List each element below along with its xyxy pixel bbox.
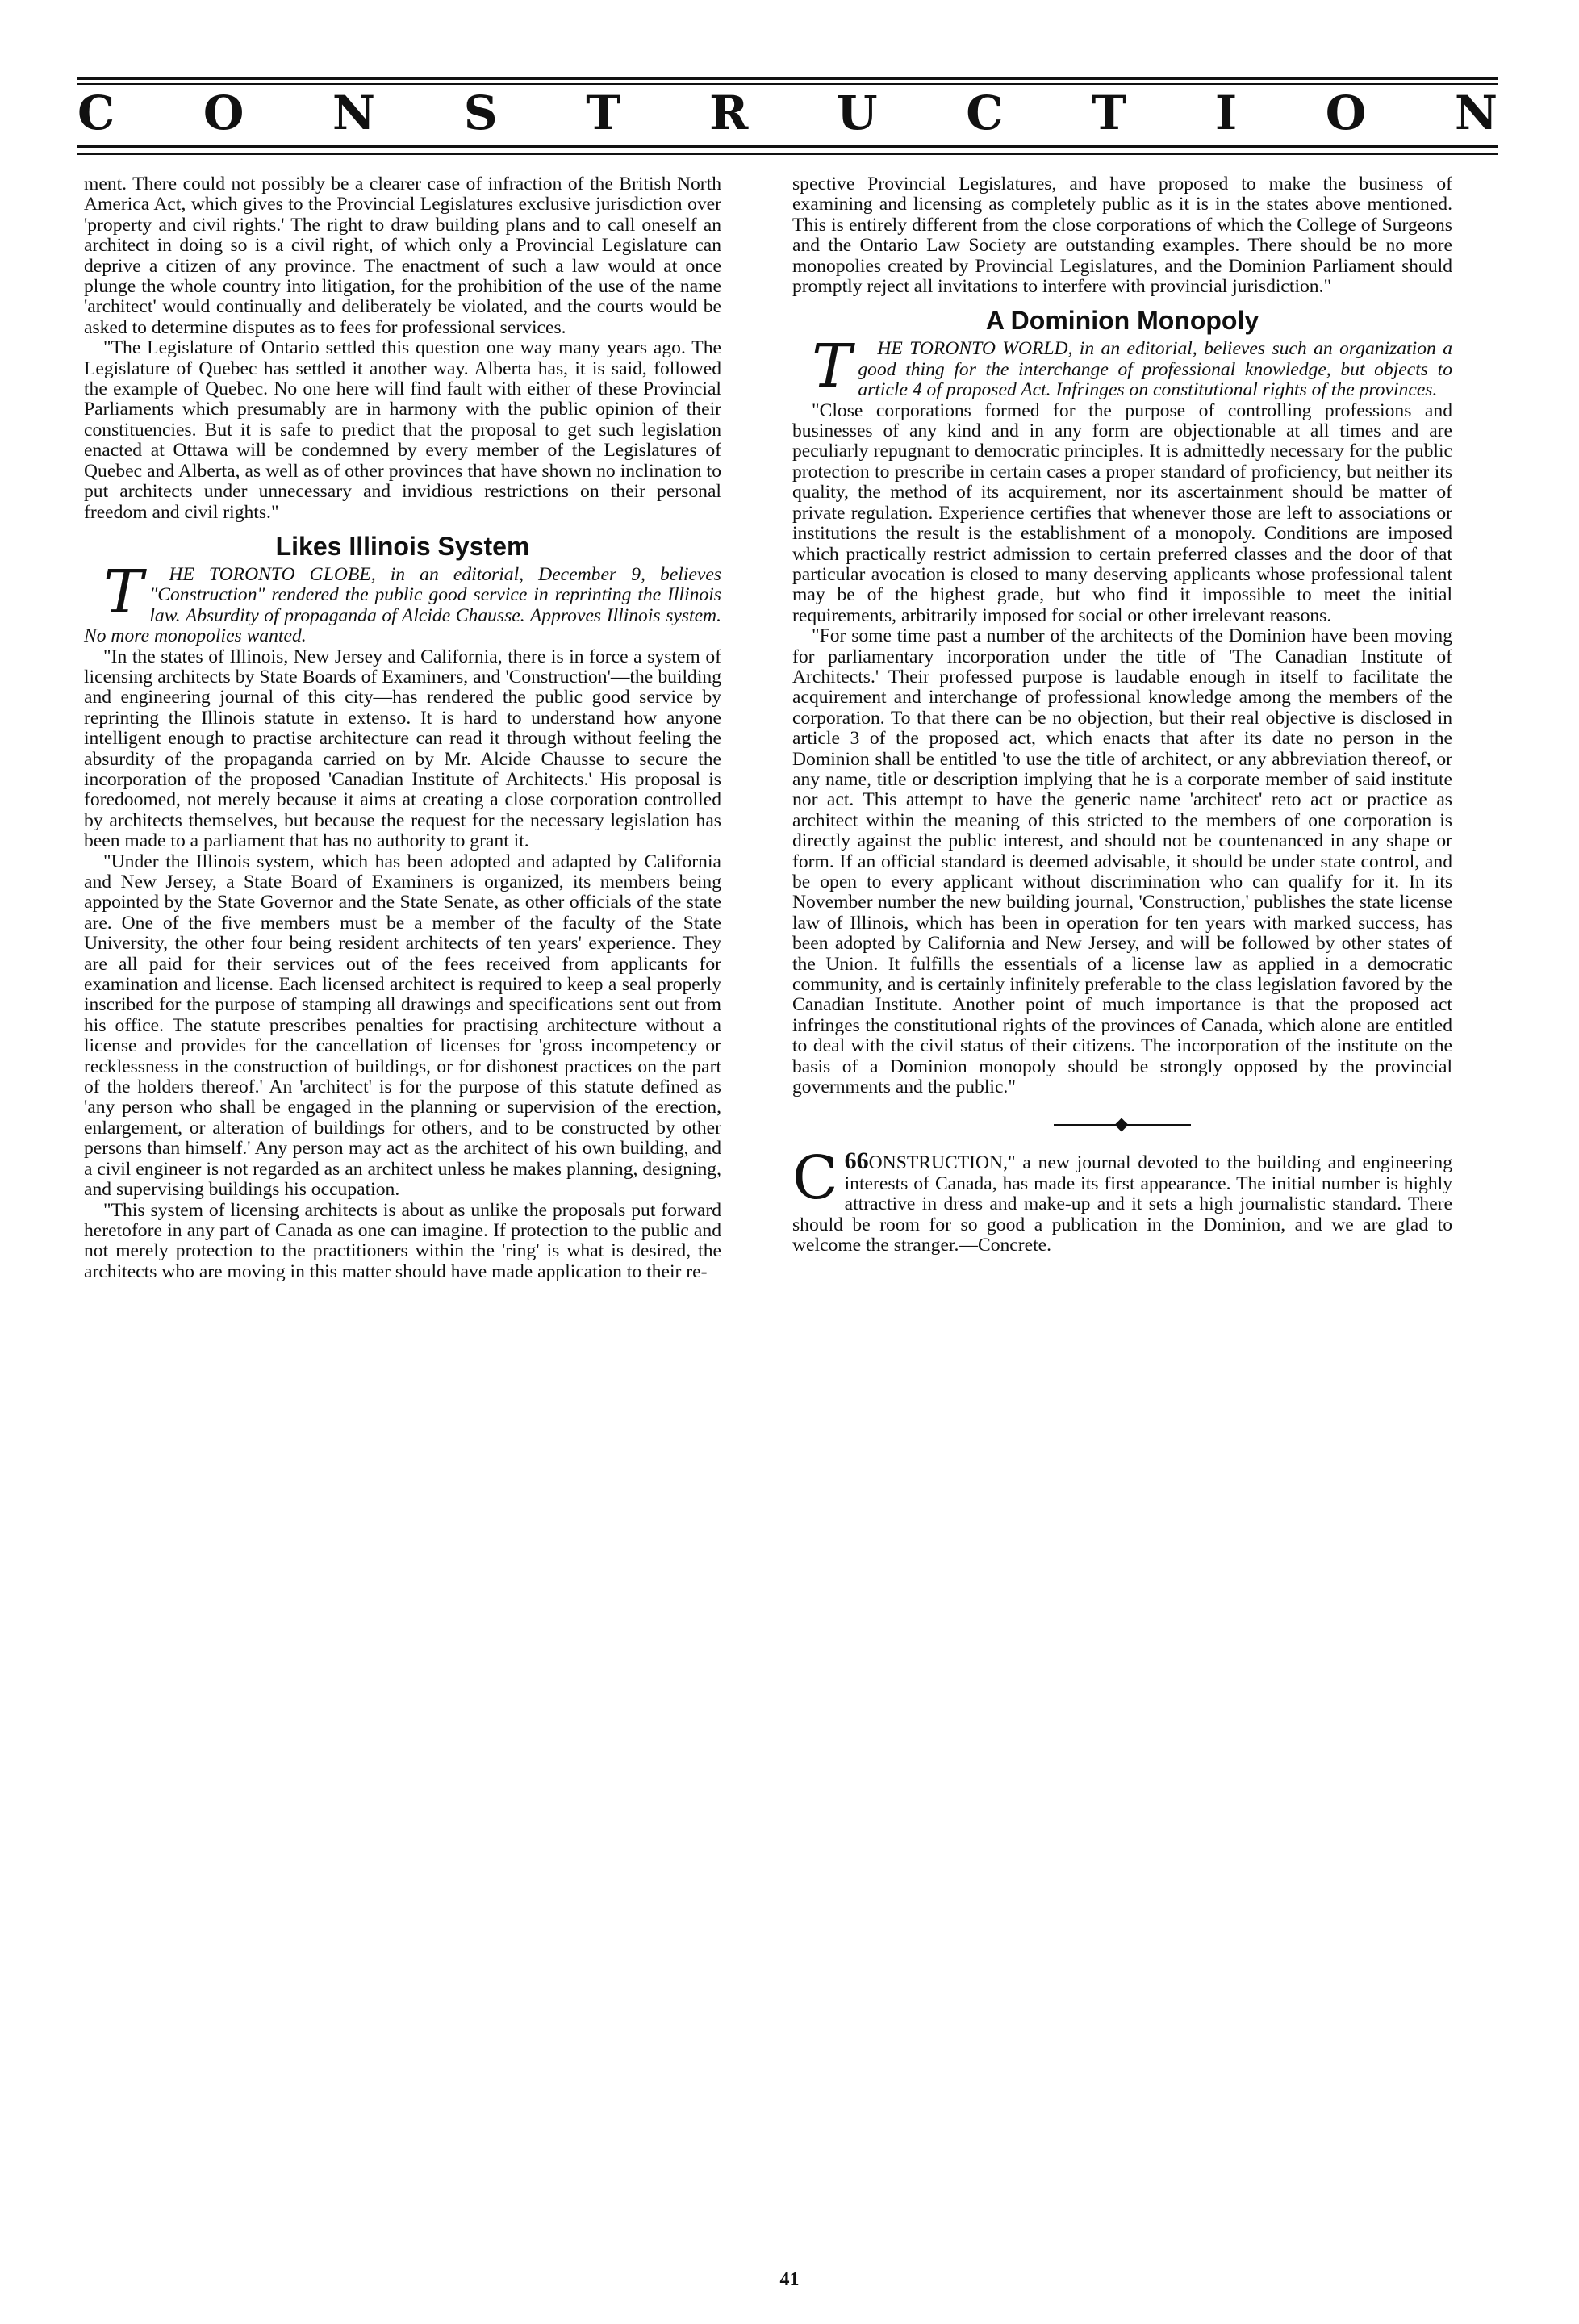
left-column	[84, 174, 721, 1282]
masthead-letter: R	[709, 86, 749, 140]
notice-text: ONSTRUCTION," a new journal devoted to the building and engineering interests of Canada, has made its first appearance. The initial number is highly attractive in dress and make-up and it sets a high journalistic standard. There should be room for so good a publication in the Dominion, and we are glad to welcome the stranger.—Concrete.	[792, 1152, 1452, 1256]
drop-cap: C	[792, 1143, 838, 1214]
masthead-rule-bottom-thin	[77, 153, 1498, 155]
body-paragraph: spective Provincial Legislatures, and have proposed to make the business of examining and licensing as completely public as it is in the states above mentioned. This is entirely different from the close corporations of which the College of Surgeons and the Ontario Law Society are outstanding examples. There should be no more monopolies created by Provincial Legislatures, and the Dominion Parliament should promptly reject all invitations to interfere with provincial jurisdiction."	[792, 173, 1452, 298]
deck-text: HE TORONTO GLOBE, in an editorial, December 9, believes "Construction" rendered the public good service in reprinting the Illinois law. Absurdity of propaganda of Alcide Chausse. Approves Illinois system. No more monopolies wanted.	[84, 563, 721, 647]
masthead-rule-bottom	[77, 145, 1498, 148]
body-paragraph: "This system of licensing architects is about as unlike the proposals put forward heretofore in any part of Canada as one can imagine. If protection to the public and not merely protection to the practitioners within the 'ring' is what is desired, the architects who are moving in this matter should have made application to their re-	[84, 1199, 721, 1282]
drop-cap: T	[812, 332, 852, 402]
masthead	[77, 77, 1498, 155]
masthead-title	[77, 87, 1498, 139]
masthead-letter: S	[463, 86, 498, 140]
masthead-rule-top-thin	[77, 83, 1498, 85]
ornament-divider	[1054, 1120, 1191, 1130]
masthead-letter: O	[203, 86, 244, 140]
body-paragraph: "The Legislature of Ontario settled this question one way many years ago. The Legislature of Quebec has settled it another way. Alberta has, it is said, followed the example of Quebec. No one here will find fault with either of these Provincial Parliaments which presumably are in harmony with the public opinion of their constituencies. But it is safe to predict that the proposal to get such legislation enacted at Ottawa will be condemned by every member of the Legislatures of Quebec and Alberta, as well as of other provinces that have shown no inclination to put architects under unnecessary and invidious restrictions on their personal freedom and civil rights."	[84, 337, 721, 523]
masthead-letter: N	[1454, 86, 1498, 140]
right-column	[792, 174, 1452, 1256]
masthead-rule-top	[77, 77, 1498, 80]
masthead-letter: C	[966, 86, 1004, 140]
drop-cap: T	[103, 557, 144, 627]
body-paragraph: "Under the Illinois system, which has been adopted and adapted by California and New Jersey, a State Board of Examiners is organized, its members being appointed by the State Governor and the State Senate, as other officials of the state are. One of the five members must be a member of the faculty of the State University, the other four being resident architects of ten years' experience. They are all paid for their services out of the fees received from applicants for examination and license. Each licensed architect is required to keep a seal properly inscribed for the purpose of stamping all drawings and specifications sent out from his office. The statute prescribes penalties for practising architecture without a license and provides for the cancellation of licenses for 'gross incompetency or recklessness in the construction of buildings, or for dishonest practices on the part of the holders thereof.' An 'architect' is for the purpose of this statute defined as 'any person who shall be engaged in the planning or supervision of the erection, enlargement, or alteration of buildings for others, and to be constructed by other persons than himself.' Any person may act as the architect of his own building, and a civil engineer is not regarded as an architect unless he makes planning, designing, and supervising buildings his occupation.	[84, 851, 721, 1201]
page-number: 41	[779, 2269, 800, 2290]
masthead-letter: C	[77, 86, 115, 140]
deck-text: HE TORONTO WORLD, in an editorial, believes such an organization a good thing for the interchange of professional knowledge, but objects to article 4 of proposed Act. Infringes on constitutional rights of the provinces.	[858, 338, 1452, 401]
divider-diamond-icon	[1115, 1118, 1129, 1132]
notice-paragraph	[792, 1143, 1452, 1256]
body-paragraph: "In the states of Illinois, New Jersey and California, there is in force a system of licensing architects by State Boards of Examiners, and 'Construction'—the building and engineering journal of this city—has rendered the public good service by reprinting the Illinois statute in extenso. It is hard to understand how anyone intelligent enough to practise architecture can read it through without feeling the absurdity of the propaganda carried on by Mr. Alcide Chausse to secure the incorporation of the proposed 'Canadian Institute of Architects.' His proposal is foredoomed, not merely because it aims at creating a close corporation controlled by architects themselves, but because the request for the necessary legislation has been made to a parliament that has no authority to grant it.	[84, 646, 721, 852]
masthead-letter: U	[837, 86, 878, 140]
section-heading-illinois: Likes Illinois System	[275, 531, 530, 561]
section-deck	[84, 557, 721, 647]
body-paragraph: ment. There could not possibly be a clearer case of infraction of the British North America Act, which gives to the Provincial Legislatures exclusive jurisdiction over 'property and civil rights.' The right to draw building plans and to call oneself an architect in doing so is a civil right, of which only a Provincial Legislature can deprive a citizen of any province. The enactment of such a law would at once plunge the whole country into litigation, for the prohibition of the use of the name 'architect' would continually and deliberately be violated, and the courts would be asked to determine disputes as to fees for professional services.	[84, 173, 721, 338]
section-deck	[792, 332, 1452, 402]
open-quote-mark: 66	[844, 1147, 869, 1175]
body-paragraph: "Close corporations formed for the purpose of controlling professions and businesses of any kind and in any form are objectionable at all times and are peculiarly repugnant to democratic principles. It is admittedly necessary for the public protection to prescribe in certain cases a proper standard of proficiency, but neither its quality, the method of its acquirement, nor its ascertainment should be matter of private regulation. Experience certifies that whenever those are left to associations or institutions the result is the establishment of a monopoly. Conditions are imposed which practically restrict admission to certain preferred classes and the door of that particular avocation is closed to many deserving applicants whose professional talent may be of the highest grade, but who find it impossible to meet the initial requirements, arbitrarily imposed for social or other irrelevant reasons.	[792, 399, 1452, 626]
masthead-letter: T	[1092, 86, 1127, 140]
masthead-letter: O	[1325, 86, 1367, 140]
masthead-letter: I	[1214, 86, 1238, 140]
section-heading-dominion: A Dominion Monopoly	[985, 306, 1259, 336]
body-paragraph: "For some time past a number of the architects of the Dominion have been moving for parliamentary incorporation under the title of 'The Canadian Institute of Architects.' Their professed purpose is laudable enough in itself to facilitate the acquirement and interchange of professional knowledge among the members of the corporation. To that there can be no objection, but their real objective is disclosed in article 3 of the proposed act, which enacts that after its date no person in the Dominion shall be entitled 'to use the title of architect, or any abbreviation thereof, or any name, title or description implying that he is a corporate member of said institute nor act. This attempt to have the generic name 'architect' reto act or practice as architect within the meaning of this stricted to the members of one corporation is directly against the public interest, and should not be countenanced in any shape or form. If an official standard is deemed advisable, it should be under state control, and be open to every applicant without discrimination who can qualify for it. In its November number the new building journal, 'Construction,' publishes the state license law of Illinois, which has been in operation for ten years with marked success, has been adopted by California and New Jersey, and will be followed by other states of the Union. It fulfills the essentials of a license law as applied in a democratic community, and is certainly infinitely preferable to the class legislation favored by the Canadian Institute. Another point of much importance is that the proposed act infringes the constitutional rights of the provinces of Canada, which alone are entitled to deal with the civil status of their citizens. The incorporation of the institute on the basis of a Dominion monopoly should be strongly opposed by the provincial governments and the public."	[792, 625, 1452, 1098]
masthead-letter: N	[332, 86, 376, 140]
masthead-letter: T	[586, 86, 621, 140]
